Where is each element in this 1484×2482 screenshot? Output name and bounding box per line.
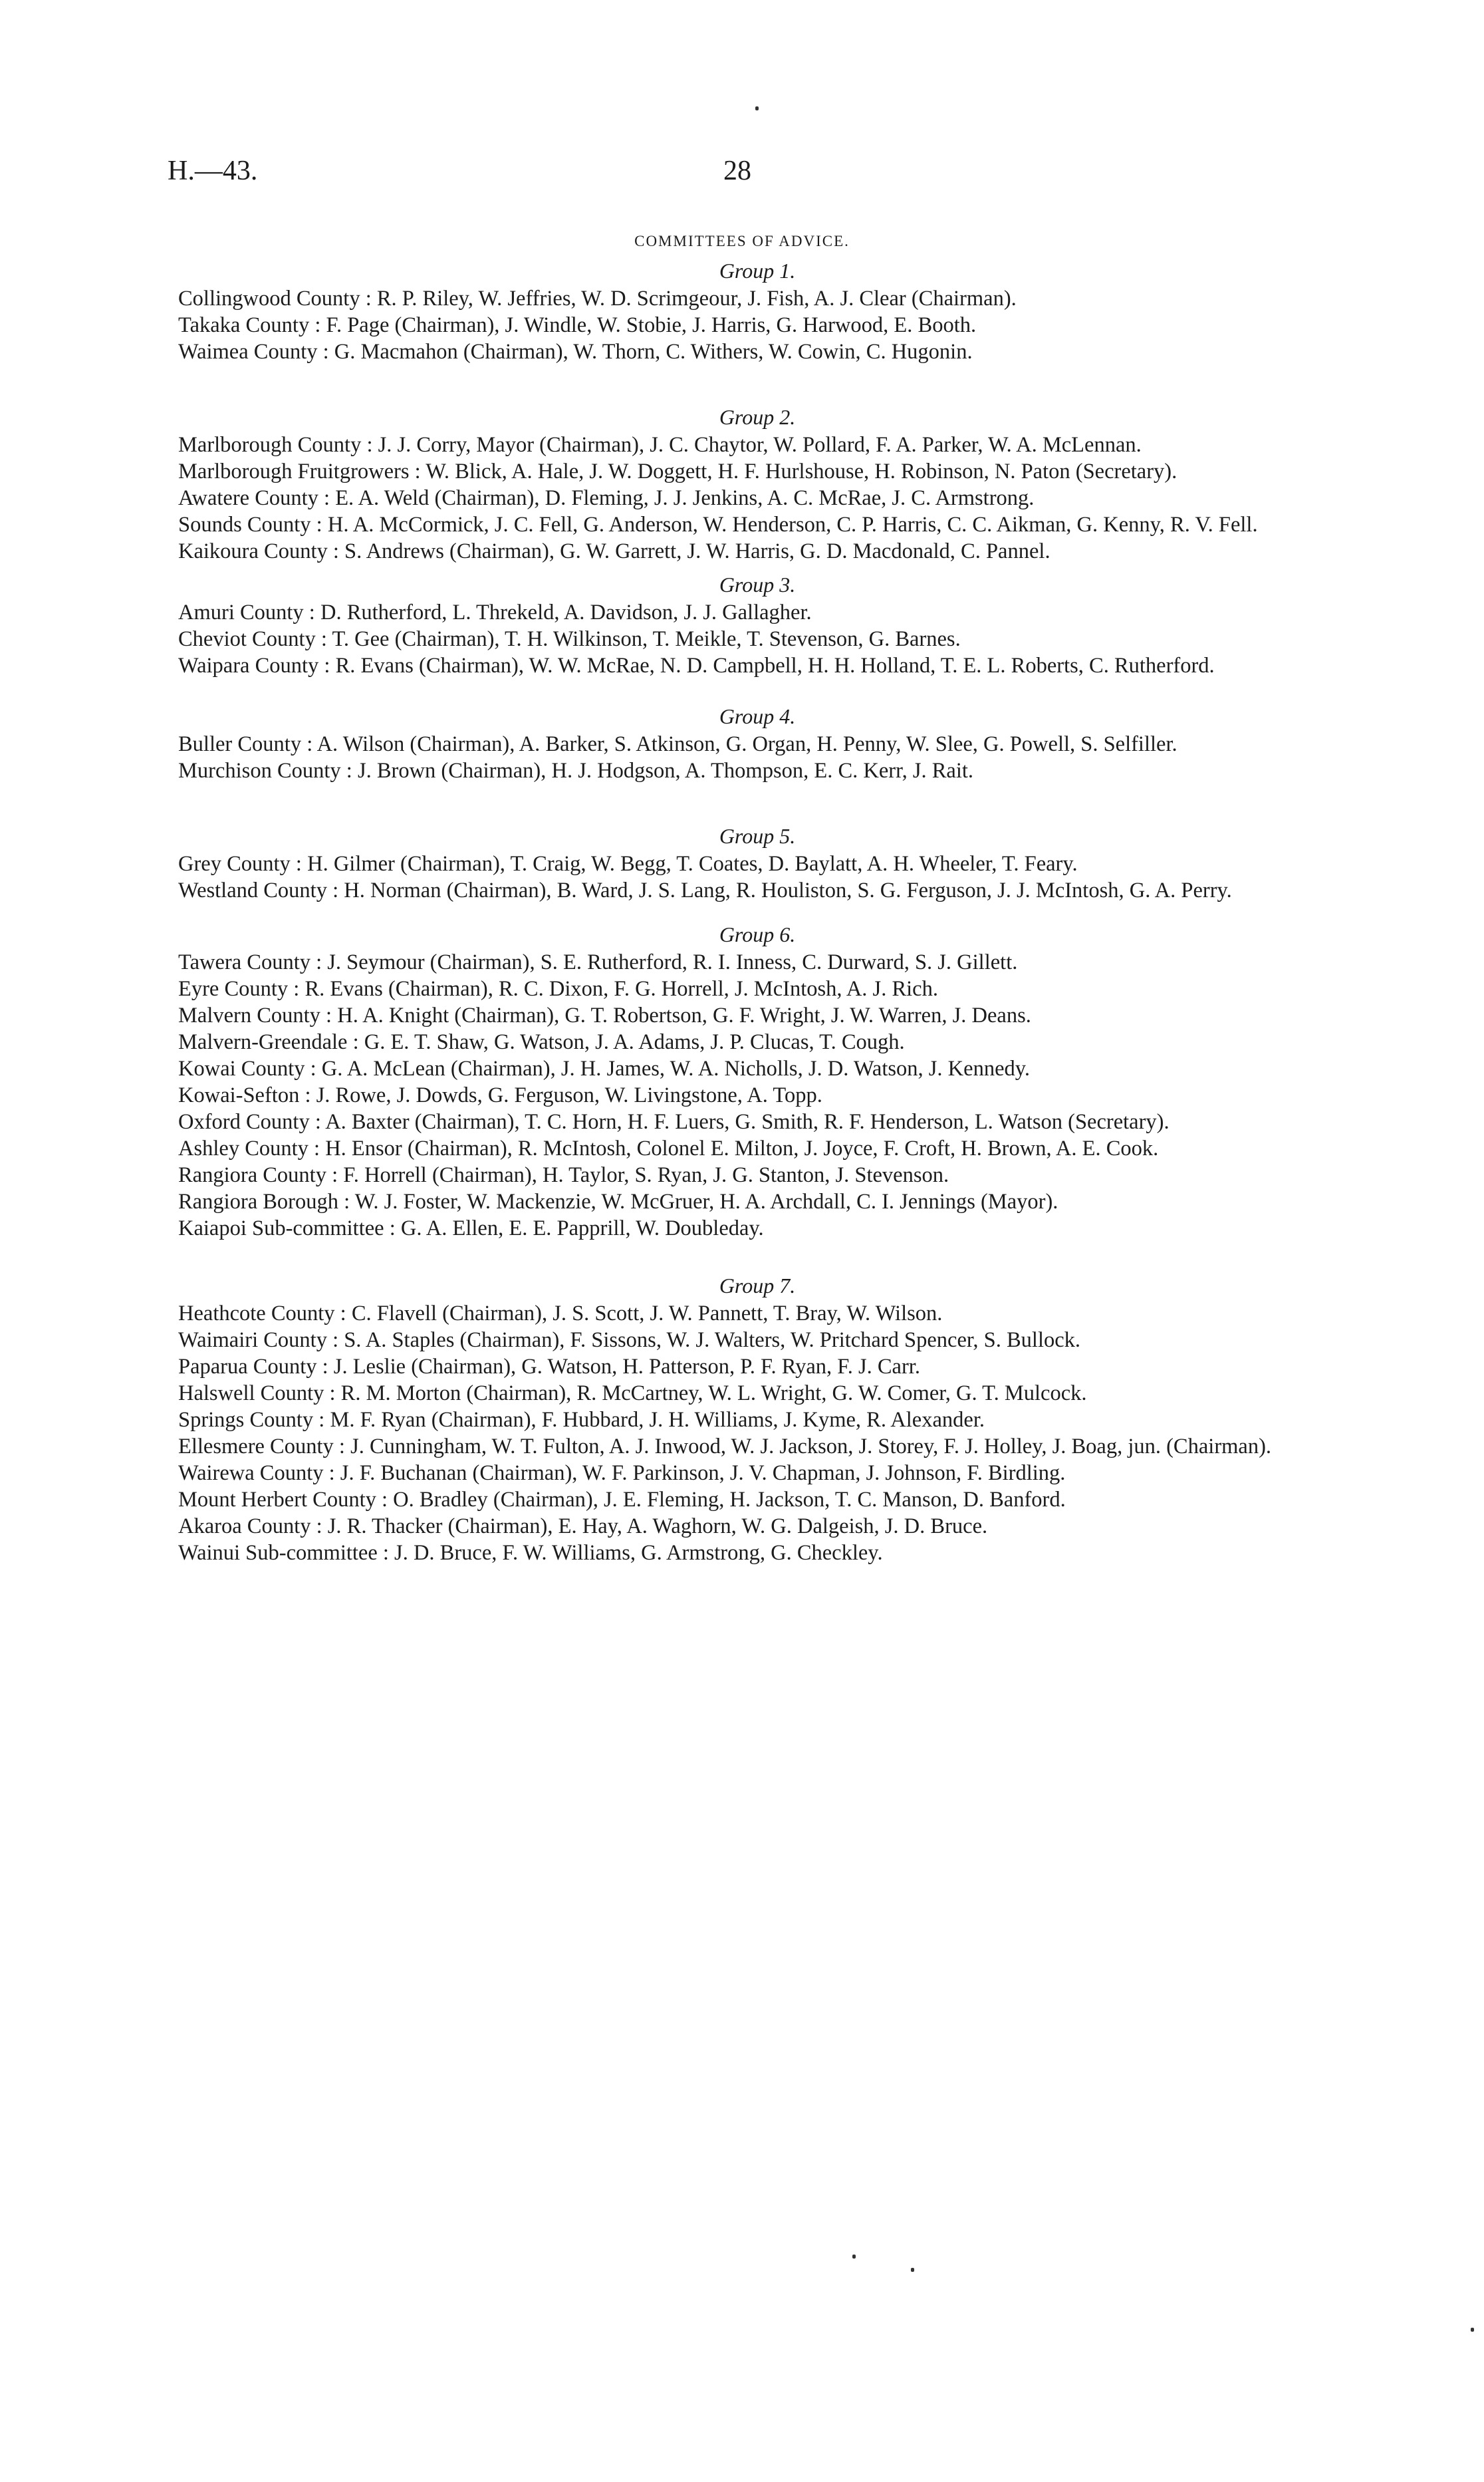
committee-entry [178, 458, 1336, 485]
committee-entry [178, 1215, 1336, 1242]
committee-entry [178, 1407, 1336, 1433]
committee-name: Springs County : [178, 1408, 325, 1432]
group-7 [178, 1272, 1336, 1566]
committee-name: Mount Herbert County : [178, 1488, 388, 1512]
ink-speck [852, 2255, 856, 2259]
committee-members: G. Macmahon (Chairman), W. Thorn, C. Withers, W. Cowin, C. Hugonin. [334, 340, 973, 364]
committee-name: Waimairi County : [178, 1328, 339, 1352]
group-title: Group 4. [719, 704, 796, 728]
ink-speck [911, 2268, 914, 2272]
committee-entry [178, 1460, 1336, 1486]
committee-members: O. Bradley (Chairman), J. E. Fleming, H. Jackson, T. C. Manson, D. Banford. [393, 1488, 1066, 1512]
committee-name: Malvern-Greendale : [178, 1030, 359, 1054]
committee-members: R. Evans (Chairman), W. W. McRae, N. D. Campbell, H. H. Holland, T. E. L. Roberts, C. Rutherford. [335, 654, 1215, 678]
committee-entry [178, 432, 1336, 458]
committee-entry [178, 652, 1336, 679]
group-title: Group 1. [719, 259, 796, 283]
committee-name: Kaiapoi Sub-committee : [178, 1216, 396, 1240]
committee-members: F. Page (Chairman), J. Windle, W. Stobie, J. Harris, G. Harwood, E. Booth. [326, 313, 977, 337]
committee-name: Collingwood County : [178, 287, 372, 311]
page-number: 28 [723, 156, 751, 186]
committee-name: Wainui Sub-committee : [178, 1541, 389, 1565]
committee-members: W. J. Foster, W. Mackenzie, W. McGruer, H. A. Archdall, C. I. Jennings (Mayor). [354, 1190, 1058, 1214]
group-title: Group 7. [719, 1274, 796, 1298]
committee-name: Eyre County : [178, 977, 300, 1001]
committee-name: Malvern County : [178, 1004, 332, 1028]
committee-members: C. Flavell (Chairman), J. S. Scott, J. W. Pannett, T. Bray, W. Wilson. [351, 1302, 943, 1325]
committee-entry [178, 1135, 1336, 1162]
committee-members: H. A. Knight (Chairman), G. T. Robertson, G. F. Wright, J. W. Warren, J. Deans. [337, 1004, 1031, 1028]
committee-name: Halswell County : [178, 1381, 336, 1405]
committee-list [178, 257, 1336, 1566]
committee-members: J. Rowe, J. Dowds, G. Ferguson, W. Livingstone, A. Topp. [316, 1083, 822, 1107]
group-2 [178, 404, 1336, 565]
committee-entry [178, 1082, 1336, 1109]
committee-entry [178, 511, 1336, 538]
committee-members: M. F. Ryan (Chairman), F. Hubbard, J. H. Williams, J. Kyme, R. Alexander. [330, 1408, 985, 1432]
committee-entry [178, 1380, 1336, 1407]
committee-name: Marlborough County : [178, 433, 373, 457]
committee-entry [178, 758, 1336, 784]
committee-members: J. Leslie (Chairman), G. Watson, H. Patterson, P. F. Ryan, F. J. Carr. [333, 1355, 920, 1379]
committee-entry [178, 877, 1336, 904]
committee-entry [178, 1327, 1336, 1353]
committee-members: H. Norman (Chairman), B. Ward, J. S. Lang, R. Houliston, S. G. Ferguson, J. J. McIntosh, G. A. Perry. [344, 879, 1232, 902]
ink-speck [755, 106, 759, 110]
committee-entry [178, 1109, 1336, 1135]
committee-name: Westland County : [178, 879, 339, 902]
committee-name: Murchison County : [178, 759, 352, 783]
committee-name: Wairewa County : [178, 1461, 335, 1485]
committee-members: A. Wilson (Chairman), A. Barker, S. Atkinson, G. Organ, H. Penny, W. Slee, G. Powell, S. Selfiller. [316, 732, 1177, 756]
committee-members: G. E. T. Shaw, G. Watson, J. A. Adams, J. P. Clucas, T. Cough. [364, 1030, 905, 1054]
committee-entry [178, 285, 1336, 312]
section-title: COMMITTEES OF ADVICE. [634, 233, 850, 249]
committee-members: G. A. McLean (Chairman), J. H. James, W. A. Nicholls, J. D. Watson, J. Kennedy. [321, 1057, 1031, 1081]
committee-entry [178, 1433, 1336, 1460]
ink-speck [1471, 2328, 1474, 2332]
group-title: Group 5. [719, 824, 796, 848]
group-4 [178, 703, 1336, 784]
document-code: H.—43. [168, 156, 258, 186]
committee-name: Rangiora Borough : [178, 1190, 350, 1214]
committee-entry [178, 1540, 1336, 1566]
committee-name: Kowai County : [178, 1057, 316, 1081]
committee-name: Grey County : [178, 852, 302, 876]
committee-members: T. Gee (Chairman), T. H. Wilkinson, T. Meikle, T. Stevenson, G. Barnes. [332, 627, 961, 651]
committee-entry [178, 599, 1336, 626]
committee-entry [178, 1513, 1336, 1540]
committee-members: D. Rutherford, L. Threkeld, A. Davidson, J. J. Gallagher. [320, 601, 812, 624]
committee-entry [178, 626, 1336, 652]
committee-name: Waimea County : [178, 340, 329, 364]
committee-name: Ellesmere County : [178, 1435, 345, 1458]
committee-members: H. Gilmer (Chairman), T. Craig, W. Begg, T. Coates, D. Baylatt, A. H. Wheeler, T. Feary. [307, 852, 1078, 876]
group-5 [178, 823, 1336, 904]
committee-entry [178, 1486, 1336, 1513]
committee-members: S. Andrews (Chairman), G. W. Garrett, J. W. Harris, G. D. Macdonald, C. Pannel. [344, 539, 1051, 563]
group-title: Group 2. [719, 405, 796, 429]
committee-members: H. Ensor (Chairman), R. McIntosh, Colonel E. Milton, J. Joyce, F. Croft, H. Brown, A. E. Cook. [325, 1137, 1159, 1161]
committee-members: J. Brown (Chairman), H. J. Hodgson, A. Thompson, E. C. Kerr, J. Rait. [357, 759, 974, 783]
committee-entry [178, 1300, 1336, 1327]
committee-members: R. M. Morton (Chairman), R. McCartney, W. L. Wright, G. W. Comer, G. T. Mulcock. [340, 1381, 1087, 1405]
group-6 [178, 921, 1336, 1242]
committee-name: Paparua County : [178, 1355, 328, 1379]
committee-entry [178, 1029, 1336, 1055]
committee-members: S. A. Staples (Chairman), F. Sissons, W. J. Walters, W. Pritchard Spencer, S. Bullock. [344, 1328, 1081, 1352]
committee-members: H. A. McCormick, J. C. Fell, G. Anderson, W. Henderson, C. P. Harris, C. C. Aikman, G. Kenny, R. V. Fell. [327, 513, 1258, 537]
committee-members: A. Baxter (Chairman), T. C. Horn, H. F. Luers, G. Smith, R. F. Henderson, L. Watson (Secretary). [325, 1110, 1170, 1134]
committee-members: R. Evans (Chairman), R. C. Dixon, F. G. Horrell, J. McIntosh, A. J. Rich. [305, 977, 938, 1001]
committee-name: Takaka County : [178, 313, 321, 337]
committee-members: E. A. Weld (Chairman), D. Fleming, J. J. Jenkins, A. C. McRae, J. C. Armstrong. [335, 486, 1035, 510]
committee-name: Rangiora County : [178, 1163, 338, 1187]
committee-name: Akaroa County : [178, 1514, 322, 1538]
committee-name: Buller County : [178, 732, 313, 756]
committee-members: J. D. Bruce, F. W. Williams, G. Armstrong, G. Checkley. [394, 1541, 883, 1565]
page-header [0, 155, 1484, 195]
committee-members: W. Blick, A. Hale, J. W. Doggett, H. F. Hurlshouse, H. Robinson, N. Paton (Secretary). [426, 460, 1177, 483]
group-1 [178, 257, 1336, 365]
committee-members: J. R. Thacker (Chairman), E. Hay, A. Waghorn, W. G. Dalgeish, J. D. Bruce. [327, 1514, 988, 1538]
committee-members: J. J. Corry, Mayor (Chairman), J. C. Chaytor, W. Pollard, F. A. Parker, W. A. McLennan. [378, 433, 1142, 457]
committee-members: G. A. Ellen, E. E. Papprill, W. Doubleday. [400, 1216, 764, 1240]
committee-entry [178, 1055, 1336, 1082]
committee-entry [178, 1002, 1336, 1029]
committee-members: R. P. Riley, W. Jeffries, W. D. Scrimgeour, J. Fish, A. J. Clear (Chairman). [376, 287, 1017, 311]
committee-name: Kaikoura County : [178, 539, 339, 563]
committee-entry [178, 312, 1336, 339]
committee-entry [178, 485, 1336, 511]
group-3 [178, 571, 1336, 679]
committee-members: F. Horrell (Chairman), H. Taylor, S. Ryan, J. G. Stanton, J. Stevenson. [343, 1163, 949, 1187]
group-title: Group 6. [719, 922, 796, 946]
committee-entry [178, 339, 1336, 365]
committee-entry [178, 1353, 1336, 1380]
group-title: Group 3. [719, 573, 796, 597]
committee-entry [178, 1188, 1336, 1215]
committee-entry [178, 538, 1336, 565]
committee-name: Amuri County : [178, 601, 315, 624]
committee-name: Heathcote County : [178, 1302, 346, 1325]
committee-name: Cheviot County : [178, 627, 327, 651]
committee-entry [178, 949, 1336, 976]
committee-name: Tawera County : [178, 950, 322, 974]
committee-name: Kowai-Sefton : [178, 1083, 311, 1107]
committee-name: Marlborough Fruitgrowers : [178, 460, 421, 483]
committee-name: Oxford County : [178, 1110, 321, 1134]
committee-name: Awatere County : [178, 486, 330, 510]
committee-entry [178, 731, 1336, 758]
committee-name: Waipara County : [178, 654, 330, 678]
committee-entry [178, 851, 1336, 877]
committee-members: J. Seymour (Chairman), S. E. Rutherford, R. I. Inness, C. Durward, S. J. Gillett. [327, 950, 1018, 974]
committee-name: Sounds County : [178, 513, 322, 537]
committee-members: J. F. Buchanan (Chairman), W. F. Parkinson, J. V. Chapman, J. Johnson, F. Birdling. [340, 1461, 1066, 1485]
committee-entry [178, 1162, 1336, 1188]
committee-name: Ashley County : [178, 1137, 320, 1161]
committee-entry [178, 976, 1336, 1002]
committee-members: J. Cunningham, W. T. Fulton, A. J. Inwood, W. J. Jackson, J. Storey, F. J. Holley, J. Boag, jun. (Chairman). [350, 1435, 1272, 1458]
